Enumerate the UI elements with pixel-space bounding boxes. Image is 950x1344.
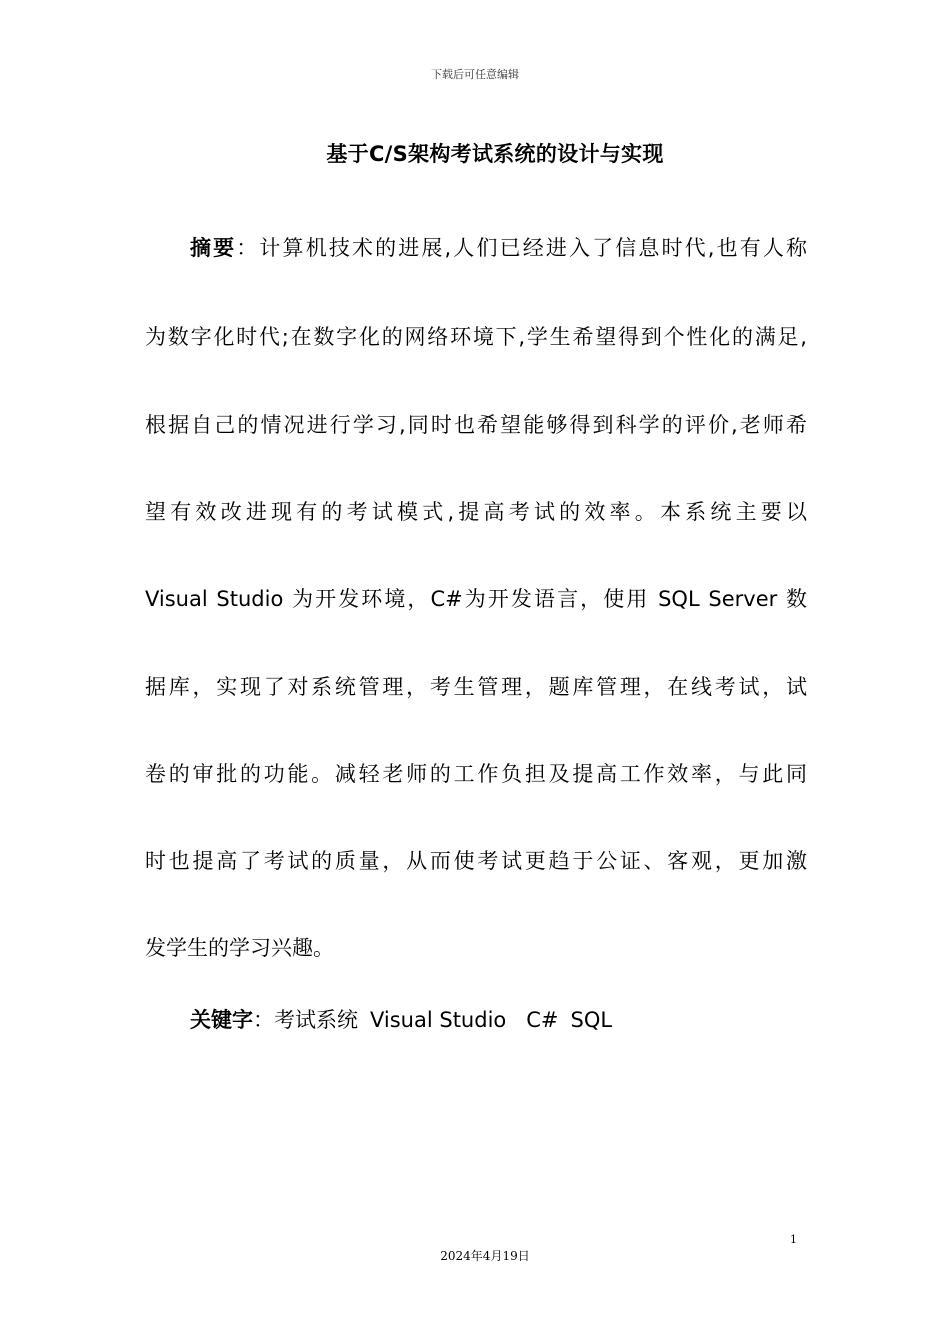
abstract-line: Visual Studio 为开发环境，C#为开发语言，使用 SQL Server 数 xyxy=(145,587,807,611)
keyword-item: 考试系统 xyxy=(274,1008,358,1032)
abstract-line: 发学生的学习兴趣。 xyxy=(145,936,334,960)
abstract-line: 时也提高了考试的质量，从而使考试更趋于公证、客观，更加激 xyxy=(145,849,807,873)
abstract-line: 根据自己的情况进行学习,同时也希望能够得到科学的评价,老师希 xyxy=(145,413,807,437)
keywords-separator: ： xyxy=(253,1008,274,1032)
keywords-label: 关键字 xyxy=(190,1008,253,1032)
keyword-item: SQL xyxy=(570,1008,613,1032)
keyword-item: C# xyxy=(526,1008,559,1032)
abstract-line xyxy=(190,233,807,263)
header-note: 下载后可任意编辑 xyxy=(431,68,519,81)
footer-date: 2024年4月19日 xyxy=(440,1249,530,1263)
abstract-line: 卷的审批的功能。减轻老师的工作负担及提高工作效率，与此同 xyxy=(145,762,807,786)
abstract-text: 计算机技术的进展,人们已经进入了信息时代,也有人称 xyxy=(259,236,807,260)
abstract-separator: ： xyxy=(236,236,260,260)
abstract-line: 据库，实现了对系统管理，考生管理，题库管理，在线考试，试 xyxy=(145,675,807,699)
abstract-line: 望有效改进现有的考试模式,提高考试的效率。本系统主要以 xyxy=(145,500,807,524)
document-title: 基于C/S架构考试系统的设计与实现 xyxy=(326,142,664,166)
keyword-item: Visual Studio xyxy=(370,1008,507,1032)
keywords-line xyxy=(190,1005,612,1035)
abstract-label: 摘要 xyxy=(190,236,237,260)
abstract-line: 为数字化时代;在数字化的网络环境下,学生希望得到个性化的满足, xyxy=(145,325,807,349)
page-number: 1 xyxy=(790,1233,797,1246)
